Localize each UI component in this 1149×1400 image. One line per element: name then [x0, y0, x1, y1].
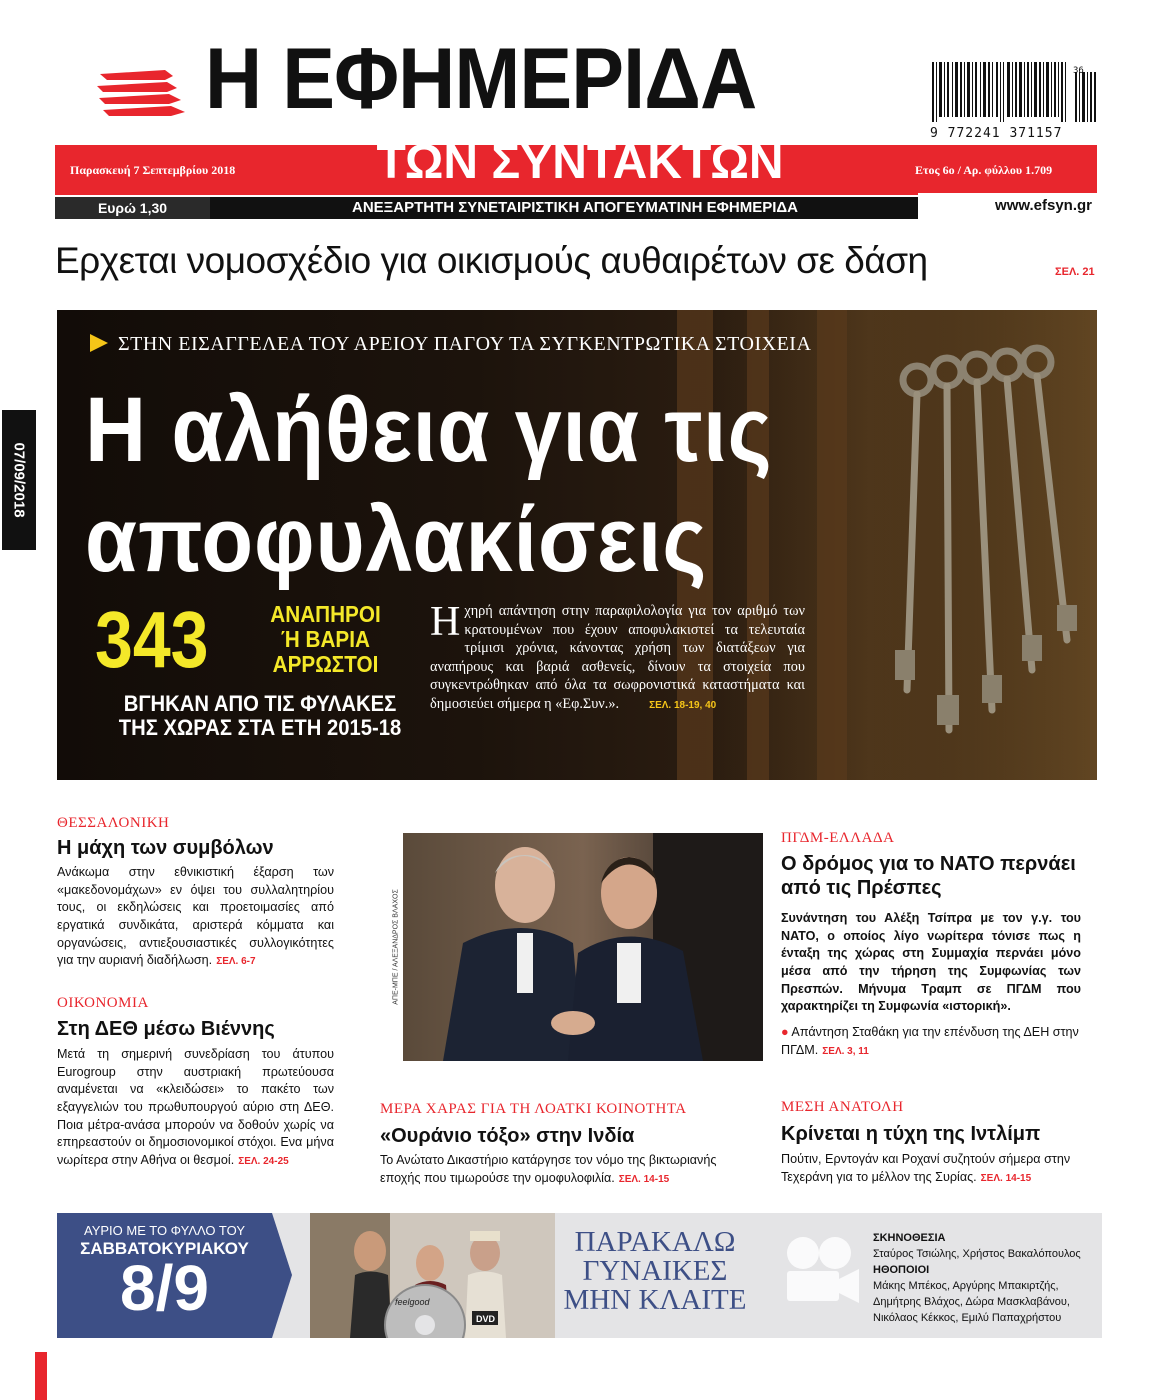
cast-line-3: Νικόλαος Κέκκος, Εμιλύ Παπαχρήστου [873, 1311, 1062, 1324]
article-title-nato[interactable]: Ο δρόμος για το ΝΑΤΟ περνάει από τις Πρέσπες [781, 853, 1076, 899]
article-text-thessaloniki: Ανάκωμα στην εθνικιστική έξαρση των «μακεδονομάχων» εν όψει του συλλαλητηρίου τους, οι εκδηλώσεις και προετοιμασίες από εργατικά συνδικάτα, αριστερά κόμματα και οργανώσεις, αντιεξουσιαστικές συλλογικότητες για την αυριανή διαδήλωση. [57, 865, 334, 968]
film-reel-icon [773, 1231, 863, 1321]
barcode-number: 9 772241 371157 [930, 126, 1063, 141]
hero-page-ref: ΣΕΛ. 18-19, 40 [649, 699, 717, 711]
article-title-thessaloniki[interactable]: Η μάχη των συμβόλων [57, 837, 274, 859]
hero-headline-line2: αποφυλακίσεις [85, 489, 708, 592]
direction-label: ΣΚΗΝΟΘΕΣΙΑ [873, 1232, 946, 1244]
website-link[interactable]: www.efsyn.gr [918, 193, 1098, 219]
hero-subhead [108, 692, 412, 740]
article-body-lgbt [380, 1152, 740, 1187]
page-ref-nato: ΣΕΛ. 3, 11 [822, 1045, 869, 1057]
article-bullet-text-nato: Απάντηση Σταθάκη για την επένδυση της ΔΕΗ στην ΠΓΔΜ. [781, 1025, 1079, 1057]
article-body-thessaloniki [57, 864, 334, 970]
section-nato: ΠΓΔΜ-ΕΛΛΑΔΑ [781, 830, 895, 846]
hero-subhead-line1: ΒΓΗΚΑΝ ΑΠΟ ΤΙΣ ΦΥΛΑΚΕΣ [123, 691, 397, 716]
cast-label: ΗΘΟΠΟΙΟΙ [873, 1263, 930, 1276]
triangle-arrow-icon [90, 334, 108, 352]
photo-credit [390, 833, 402, 1061]
direction-names: Σταύρος Τσιώλης, Χρήστος Βακαλόπουλος [873, 1247, 1081, 1260]
film-title-line3: ΜΗΝ ΚΛΑΙΤΕ [563, 1284, 747, 1316]
film-title-line1: ΠΑΡΑΚΑΛΩ [574, 1226, 736, 1258]
film-title [555, 1228, 755, 1315]
hero-headline[interactable] [85, 375, 803, 596]
page-ref-thessaloniki: ΣΕΛ. 6-7 [216, 956, 256, 968]
hero-number-label-1: ΑΝΑΠΗΡΟΙ [270, 601, 381, 627]
top-headline-page: ΣΕΛ. 21 [1055, 266, 1095, 278]
side-date-tab [2, 410, 36, 550]
dvd-cover [300, 1213, 555, 1338]
article-text-lgbt: Το Ανώτατο Δικαστήριο κατάργησε τον νόμο της βικτωριανής εποχής που τιμωρούσε την ομοφυλοφιλία. [380, 1153, 717, 1185]
article-body-nato: Συνάντηση του Αλέξη Τσίπρα με τον γ.γ. του ΝΑΤΟ, ο οποίος λίγο νωρίτερα τόνισε πως η ένταξη της χώρας στη Συμμαχία περνάει μόνο μέσα από την τήρηση της Συμφωνίας των Πρεσπών. Μήνυμα Τραμπ σε ΠΓΔΜ που χαρακτηρίζει τη Συμφωνία «ιστορική». [781, 911, 1081, 1014]
masthead-subtitle: ΤΩΝ ΣΥΝΤΑΚΤΩΝ [376, 136, 784, 189]
hero-big-number: 343 [95, 595, 209, 684]
hero-number-label [258, 602, 393, 676]
handshake-photo-illustration [403, 833, 763, 1061]
film-title-line2: ΓΥΝΑΙΚΕΣ [582, 1255, 728, 1287]
bullet-dot-icon: ● [781, 1025, 789, 1039]
issue-date: Παρασκευή 7 Σεπτεμβρίου 2018 [70, 163, 236, 177]
article-title-lgbt[interactable]: «Ουράνιο τόξο» στην Ινδία [380, 1125, 635, 1147]
section-mideast: ΜΕΣΗ ΑΝΑΤΟΛΗ [781, 1099, 904, 1115]
hero-body [430, 599, 805, 713]
article-title-economy[interactable]: Στη ΔΕΘ μέσω Βιέννης [57, 1018, 275, 1040]
page-ref-mideast: ΣΕΛ. 14-15 [980, 1172, 1032, 1184]
page-ref-lgbt: ΣΕΛ. 14-15 [618, 1173, 670, 1185]
promo-date: 8/9 [120, 1252, 209, 1324]
masthead-tagline: ΑΝΕΞΑΡΤΗΤΗ ΣΥΝΕΤΑΙΡΙΣΤΙΚΗ ΑΠΟΓΕΥΜΑΤΙΝΗ ΕΦΗΜΕΡΙΔΑ [351, 199, 799, 216]
article-text-economy: Μετά τη σημερινή συνεδρίαση του άτυπου Eurogroup στην αυστριακή πρωτεύουσα αναμένεται να «κλειδώσει» το πακέτο των εξαγγελιών του πρωθυπουργού αύριο στη ΔΕΘ. Ποια μέτρα-ανάσα μπορούν να δοθούν χωρίς να επηρεαστούν οι δημοσιονομικοί στόχοι. Ενα μήνα νωρίτερα στην Αθήνα οι θεσμοί. [57, 1047, 334, 1167]
issue-number: Ετος 6ο / Αρ. φύλλου 1.709 [915, 163, 1053, 177]
cast-line-1: Μάκης Μπέκος, Αργύρης Μπακιρτζής, [873, 1279, 1059, 1292]
dvd-cover-illustration [300, 1213, 555, 1338]
article-title-mideast[interactable]: Κρίνεται η τύχη της Ιντλίμπ [781, 1123, 1041, 1145]
barcode-addon: 36 [1073, 66, 1084, 76]
section-thessaloniki: ΘΕΣΣΑΛΟΝΙΚΗ [57, 815, 170, 831]
masthead-title: Η ΕΦΗΜΕΡΙΔΑ [205, 31, 757, 127]
hero-kicker-text: ΣΤΗΝ ΕΙΣΑΓΓΕΛΕΑ ΤΟΥ ΑΡΕΙΟΥ ΠΑΓΟΥ ΤΑ ΣΥΓΚΕΝΤΡΩΤΙΚΑ ΣΤΟΙΧΕΙΑ [118, 333, 812, 355]
hero-subhead-line2: ΤΗΣ ΧΩΡΑΣ ΣΤΑ ΕΤΗ 2015-18 [118, 715, 402, 741]
hero-number-label-3: ΑΡΡΩΣΤΟΙ [272, 650, 379, 677]
photo-credit-text: ΑΠΕ-ΜΠΕ / ΑΛΕΞΑΝΔΡΟΣ ΒΛΑΧΟΣ [392, 889, 400, 1005]
hero-drop-cap: Η [430, 599, 461, 645]
dvd-brand: feelgood [395, 1297, 430, 1307]
film-credits [873, 1231, 1098, 1327]
hero-headline-line1: Η αλήθεια για τις [85, 379, 773, 481]
section-economy: ΟΙΚΟΝΟΜΙΑ [57, 995, 149, 1011]
leaders-photo[interactable] [403, 833, 763, 1061]
quill-logo-icon [95, 62, 195, 122]
promo-line2: ΣΑΒΒΑΤΟΚΥΡΙΑΚΟΥ [80, 1239, 249, 1258]
article-body-economy [57, 1046, 334, 1169]
article-text-mideast: Πούτιν, Ερντογάν και Ροχανί συζητούν σήμερα στην Τεχεράνη για το μέλλον της Συρίας. [781, 1152, 1071, 1184]
promo-line1: ΑΥΡΙΟ ΜΕ ΤΟ ΦΥΛΛΟ ΤΟΥ [83, 1223, 245, 1238]
corner-red-mark [35, 1352, 47, 1400]
section-lgbt: ΜΕΡΑ ΧΑΡΑΣ ΓΙΑ ΤΗ ΛΟΑΤΚΙ ΚΟΙΝΟΤΗΤΑ [380, 1101, 687, 1117]
hero-body-text: χηρή απάντηση στην παραφιλολογία για τον αριθμό των κρατουμένων που έχουν αποφυλακιστεί τα τελευταία τρίμισι χρόνια, κάνοντας χρήση των διατάξεων για αναπήρους και βαριά ασθενείς, δίνουν τα στοιχεία που συγκεντρώθηκαν από όλα τα σωφρονιστικά καταστήματα και δημοσιεύει σήμερα η «Εφ.Συν.». [430, 603, 805, 712]
page-ref-economy: ΣΕΛ. 24-25 [238, 1155, 289, 1167]
price-badge: Ευρώ 1,30 [55, 197, 210, 219]
article-bullet-nato [781, 1024, 1081, 1059]
hero-kicker [90, 333, 811, 356]
side-date-text: 07/09/2018 [10, 442, 28, 518]
article-body-mideast [781, 1151, 1106, 1186]
cast-line-2: Δημήτρης Βλάχος, Δώρα Μασκλαβάνου, [873, 1295, 1070, 1308]
top-headline[interactable]: Ερχεται νομοσχέδιο για οικισμούς αυθαιρέτων σε δάση [55, 240, 928, 281]
dvd-badge: DVD [476, 1314, 496, 1324]
hero-number-label-2: Ή ΒΑΡΙΑ [281, 625, 370, 652]
